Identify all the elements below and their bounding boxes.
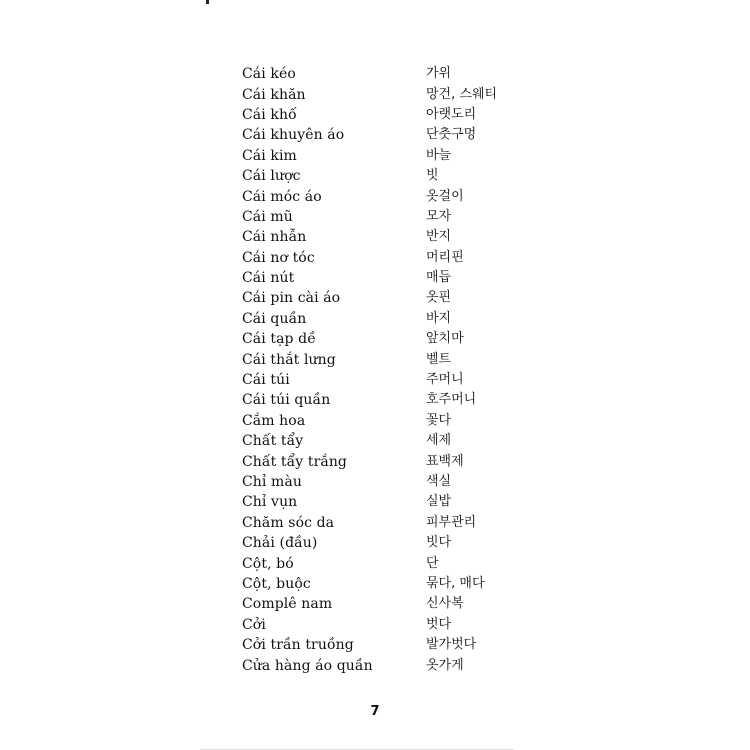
vocabulary-row xyxy=(242,594,562,614)
vocabulary-row xyxy=(242,390,562,410)
korean-term: 매듭 xyxy=(426,270,452,286)
vietnamese-term: Cởi trần truồng xyxy=(242,637,354,654)
vietnamese-term: Cái mũ xyxy=(242,208,293,225)
vietnamese-term: Chăm sóc da xyxy=(242,514,335,531)
vietnamese-term: Cái thắt lưng xyxy=(242,351,336,368)
korean-term: 색실 xyxy=(426,474,452,489)
korean-term: 단춧구멍 xyxy=(426,127,477,143)
korean-term: 바늘 xyxy=(426,147,452,163)
vietnamese-term: Cái nút xyxy=(242,270,295,287)
vietnamese-term: Cửa hàng áo quần xyxy=(242,657,373,674)
vietnamese-term: Cái khuyên áo xyxy=(242,127,345,144)
vocabulary-row xyxy=(242,349,562,369)
korean-term: 빗 xyxy=(426,168,439,184)
vietnamese-term: Cái kim xyxy=(242,147,297,164)
korean-term: 옷가게 xyxy=(426,657,464,673)
vietnamese-term: Cởi xyxy=(242,616,266,633)
vocabulary-row xyxy=(242,207,562,227)
korean-term: 주머니 xyxy=(426,372,464,388)
korean-term: 표백제 xyxy=(426,453,464,469)
vietnamese-term: Cái kéo xyxy=(242,66,296,83)
vietnamese-term: Cái khăn xyxy=(242,86,306,103)
vietnamese-term: Chất tẩy trắng xyxy=(242,453,347,470)
corner-mark xyxy=(206,0,209,4)
vocabulary-row xyxy=(242,513,562,533)
vietnamese-term: Cái khố xyxy=(242,106,297,123)
vietnamese-term: Cái túi quần xyxy=(242,392,331,409)
korean-term: 머리핀 xyxy=(426,249,464,265)
vocabulary-row xyxy=(242,411,562,431)
korean-term: 빗다 xyxy=(426,535,452,551)
vietnamese-term: Cột, bó xyxy=(242,555,294,572)
vocabulary-row xyxy=(242,309,562,329)
korean-term: 벨트 xyxy=(426,351,452,367)
korean-term: 가위 xyxy=(426,66,452,82)
vocabulary-row xyxy=(242,227,562,247)
vietnamese-term: Chải (đầu) xyxy=(242,535,318,552)
vocabulary-list xyxy=(242,64,562,676)
vocabulary-row xyxy=(242,84,562,104)
vietnamese-term: Cắm hoa xyxy=(242,412,306,429)
vietnamese-term: Chỉ vụn xyxy=(242,494,298,511)
vocabulary-row xyxy=(242,146,562,166)
vocabulary-row xyxy=(242,125,562,145)
korean-term: 꽃다 xyxy=(426,412,452,428)
vocabulary-row xyxy=(242,186,562,206)
korean-term: 옷핀 xyxy=(426,290,452,306)
vocabulary-row xyxy=(242,268,562,288)
vocabulary-row xyxy=(242,615,562,635)
korean-term: 모자 xyxy=(426,208,452,224)
vocabulary-row xyxy=(242,431,562,451)
korean-term: 신사복 xyxy=(426,596,464,612)
vietnamese-term: Cái lược xyxy=(242,168,301,185)
korean-term: 반지 xyxy=(426,229,452,245)
vocabulary-row xyxy=(242,472,562,492)
vietnamese-term: Cái móc áo xyxy=(242,188,322,205)
korean-term: 망건, 스웨티 xyxy=(426,86,498,102)
vocabulary-row xyxy=(242,635,562,655)
vocabulary-row xyxy=(242,370,562,390)
vietnamese-term: Cái quần xyxy=(242,310,307,327)
korean-term: 아랫도리 xyxy=(426,106,477,122)
korean-term: 세제 xyxy=(426,433,452,449)
korean-term: 단 xyxy=(426,555,439,571)
korean-term: 앞치마 xyxy=(426,331,464,347)
vietnamese-term: Chỉ màu xyxy=(242,474,302,490)
vocabulary-row xyxy=(242,166,562,186)
vocabulary-row xyxy=(242,248,562,268)
korean-term: 옷걸이 xyxy=(426,188,464,204)
vietnamese-term: Cái nơ tóc xyxy=(242,249,315,266)
vocabulary-row xyxy=(242,64,562,84)
vocabulary-row xyxy=(242,329,562,349)
vietnamese-term: Cái nhẫn xyxy=(242,229,307,246)
vocabulary-row xyxy=(242,574,562,594)
vocabulary-row xyxy=(242,492,562,512)
korean-term: 실밥 xyxy=(426,494,452,510)
vietnamese-term: Cái tạp dề xyxy=(242,331,316,348)
vietnamese-term: Cột, buộc xyxy=(242,575,311,592)
vocabulary-row xyxy=(242,553,562,573)
page-number: 7 xyxy=(370,704,380,719)
korean-term: 바지 xyxy=(426,310,452,326)
vocabulary-row xyxy=(242,105,562,125)
vocabulary-row xyxy=(242,533,562,553)
vocabulary-row xyxy=(242,451,562,471)
vocabulary-row xyxy=(242,288,562,308)
korean-term: 피부관리 xyxy=(426,514,477,530)
vietnamese-term: Cái pin cài áo xyxy=(242,290,341,307)
korean-term: 묶다, 매다 xyxy=(426,575,485,591)
vocabulary-row xyxy=(242,655,562,675)
korean-term: 호주머니 xyxy=(426,392,477,408)
korean-term: 벗다 xyxy=(426,616,452,632)
vietnamese-term: Complê nam xyxy=(242,596,333,613)
vietnamese-term: Chất tẩy xyxy=(242,433,304,450)
korean-term: 발가벗다 xyxy=(426,637,477,653)
vietnamese-term: Cái túi xyxy=(242,372,290,389)
